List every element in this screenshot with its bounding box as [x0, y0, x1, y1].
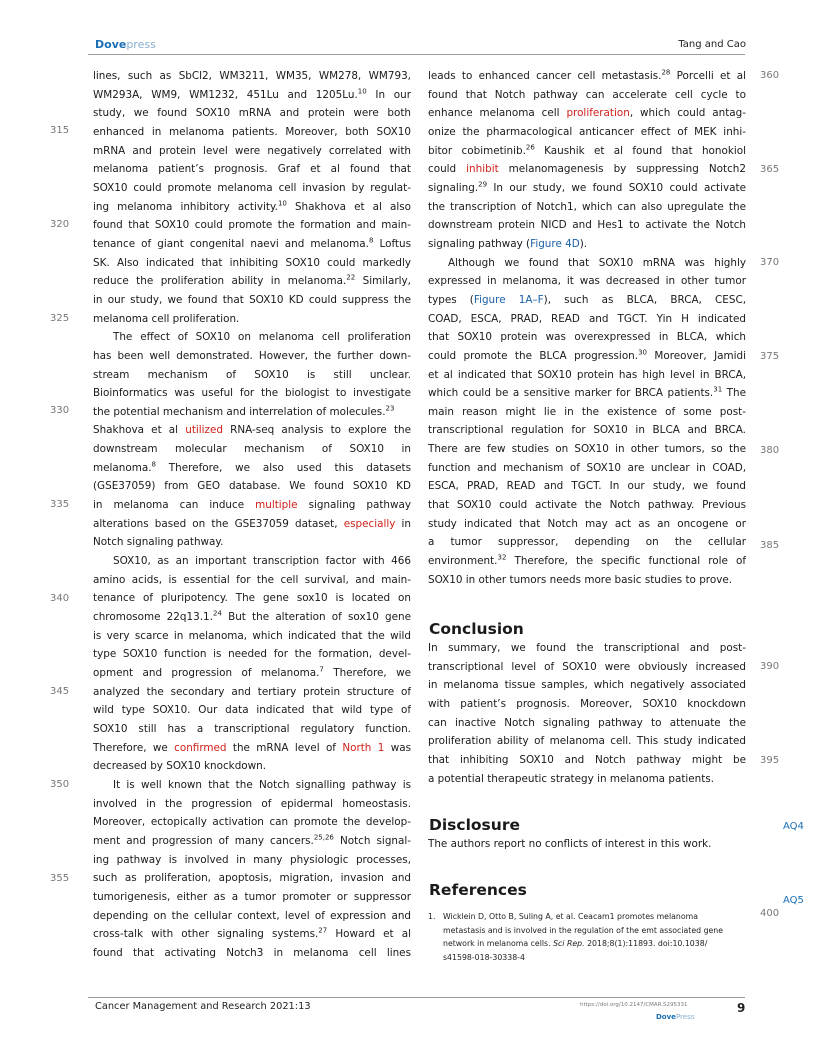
citation-ref[interactable]: 27 [318, 926, 328, 935]
text-line: with patient’s prognosis. Moreover, SOX10 knockdown [428, 697, 746, 710]
text-line: decreased by SOX10 knockdown. [93, 760, 267, 773]
text-line: The authors report no conflicts of interest in this work. [428, 838, 712, 850]
text-line: that SOX10 protein was overexpressed in BLCA, which [428, 331, 746, 344]
text-line: SK. Also indicated that inhibiting SOX10 could markedly [93, 256, 411, 269]
text-line: The effect of SOX10 on melanoma cell proliferation [113, 331, 411, 344]
tracked-change[interactable]: North 1 [342, 741, 385, 754]
text-line: Therefore, we confirmed the mRNA level of North 1 was [93, 741, 411, 754]
reference-line: metastasis and is involved in the regulation of the emt associated gene [443, 925, 724, 935]
citation-ref[interactable]: 8 [368, 236, 374, 245]
text-line: could inhibit melanomagenesis by suppressing Notch2 [428, 163, 746, 176]
citation-ref[interactable]: 23 [385, 404, 395, 413]
text-line: Moreover, ectopically activation can promote the develop- [93, 816, 411, 829]
text-line: transcriptional regulation for SOX10 in BLCA and BRCA. [428, 424, 746, 437]
text-line: reduce the proliferation ability in melanoma.$^{22}$ Similarly, [93, 273, 411, 288]
text-line: has been well demonstrated. However, the further down- [93, 349, 411, 362]
citation-ref[interactable]: 24 [212, 609, 222, 618]
citation-ref[interactable]: 7 [319, 665, 324, 674]
line-number: 355 [50, 873, 70, 884]
conclusion-body [428, 639, 746, 788]
conclusion-heading: Conclusion [429, 620, 524, 638]
text-line: Although we found that SOX10 mRNA was highly [448, 256, 746, 269]
text-line: type SOX10 function is needed for the formation, devel- [93, 648, 411, 661]
tracked-change[interactable]: especially [343, 517, 396, 530]
text-line: main reason might lie in the existence of some post- [428, 405, 746, 418]
disclosure-body [428, 835, 746, 854]
journal-name: Sci Rep. [553, 939, 585, 949]
citation-ref[interactable]: 31 [713, 385, 723, 394]
text-line: found that SOX10 could promote the formation and main- [93, 219, 411, 232]
text-line: wild type SOX10. Our data indicated that wild type of [93, 704, 411, 717]
reference-line: network in melanoma cells. Sci Rep. 2018;8(1):11893. doi:10.1038/ [443, 939, 708, 949]
publisher-logo [95, 39, 156, 51]
citation-ref[interactable]: 10 [277, 199, 287, 208]
text-line: amino acids, is essential for the cell survival, and main- [93, 573, 411, 586]
text-line: a tumor suppressor, depending on the cellular [428, 536, 746, 549]
footer-divider [88, 997, 745, 998]
line-number: 365 [760, 164, 780, 175]
citation-ref[interactable]: 8 [151, 460, 156, 469]
text-line: Notch signaling pathway. [93, 536, 224, 549]
line-number: 340 [50, 593, 70, 604]
line-number: 395 [760, 755, 780, 766]
text-line: study, we found SOX10 mRNA and protein were both [93, 107, 411, 120]
reference-item: 1. Wicklein D, Otto B, Suling A, et al. Ceacam1 promotes melanoma [428, 910, 746, 924]
tracked-change[interactable]: confirmed [174, 741, 227, 754]
publisher-logo-light: press [126, 38, 156, 51]
line-number: 380 [760, 445, 780, 456]
text-line: function and mechanism of SOX10 are unclear in COAD, [428, 461, 746, 474]
tracked-change[interactable]: multiple [255, 499, 298, 512]
line-number: 335 [50, 499, 70, 510]
line-number: 385 [760, 540, 780, 551]
text-line: tumorigenesis, either as a tumor promoter or suppressor [93, 890, 411, 903]
text-line: et al indicated that SOX10 protein has high level in BRCA, [428, 368, 746, 381]
figure-link[interactable]: Figure 4D [530, 237, 580, 250]
citation-ref[interactable]: 22 [346, 273, 356, 282]
text-line: signaling pathway (Figure 4D). [428, 237, 588, 250]
header-divider [88, 54, 745, 55]
text-line: found that Notch pathway can accelerate cell cycle to [428, 88, 746, 101]
text-line: It is well known that the Notch signalling pathway is [113, 778, 411, 791]
text-line: ment and progression of many cancers.$^{25,26}$ Notch signal- [93, 833, 411, 847]
text-line: could promote the BLCA progression.$^{30}$ Moreover, Jamidi [428, 348, 746, 362]
text-line: involved in the progression of epidermal homeostasis. [93, 797, 411, 810]
text-line: SOX10 could promote melanoma cell invasion by regulat- [93, 181, 411, 194]
citation-ref[interactable]: 29 [478, 180, 488, 189]
author-query-marker[interactable]: AQ4 [783, 821, 804, 832]
text-line: tenance of pluripotency. The gene sox10 is located on [93, 592, 411, 605]
publisher-logo-bold: Dove [95, 38, 127, 51]
text-line: the transcription of Notch1, which can also upregulate the [428, 200, 746, 213]
text-line: mRNA and protein level were negatively correlated with [93, 144, 411, 157]
tracked-change[interactable]: proliferation [566, 107, 630, 120]
left-text-column [93, 67, 411, 963]
text-line: ing pathway is involved in many physiologic processes, [93, 853, 411, 866]
text-line: ing melanoma inhibitory activity.$^{10}$ Shakhova et al also [93, 199, 411, 213]
text-line: a potential therapeutic strategy in melanoma patients. [428, 772, 715, 785]
text-line: cross-talk with other signaling systems.$^{27}$ Howard et al [93, 926, 411, 941]
running-head-authors: Tang and Cao [678, 39, 746, 50]
author-query-marker[interactable]: AQ5 [783, 895, 804, 906]
citation-ref[interactable]: 25,26 [313, 833, 334, 842]
text-line: There are few studies on SOX10 in other tumors, so the [428, 443, 746, 456]
line-number: 325 [50, 313, 70, 324]
text-line: Bioinformatics was useful for the biologist to investigate [93, 387, 411, 400]
text-line: in our study, we found that SOX10 KD could suppress the [93, 293, 411, 306]
text-line: types (Figure 1A–F), such as BLCA, BRCA, CESC, [428, 293, 746, 306]
tracked-change[interactable]: inhibit [466, 163, 499, 176]
footer-journal-info: Cancer Management and Research 2021:13 [95, 1001, 311, 1012]
text-line: COAD, ESCA, PRAD, READ and TGCT. Yin H indicated [428, 312, 746, 325]
line-number: 350 [50, 779, 70, 790]
line-number: 400 [760, 908, 780, 919]
line-number: 375 [760, 351, 780, 362]
text-line: SOX10, as an important transcription factor with 466 [113, 555, 411, 568]
line-number: 315 [50, 125, 70, 136]
text-line: onize the pharmacological anticancer effect of MEK inhi- [428, 125, 746, 138]
text-line: the potential mechanism and interrelation of molecules.$^{23}$ [93, 404, 395, 418]
text-line: melanoma patient’s prognosis. Graf et al found that [93, 163, 411, 176]
text-line: leads to enhanced cancer cell metastasis.$^{28}$ Porcelli et al [428, 68, 746, 82]
citation-ref[interactable]: 28 [661, 68, 671, 77]
citation-ref[interactable]: 30 [638, 348, 647, 357]
line-number: 370 [760, 257, 780, 268]
right-text-column [428, 67, 746, 589]
citation-ref[interactable]: 10 [357, 87, 367, 96]
text-line: SOX10 in other tumors needs more basic studies to prove. [428, 573, 733, 586]
footer-publisher-logo: DovePress [656, 1013, 695, 1021]
line-number: 330 [50, 405, 70, 416]
text-line: Shakhova et al utilized RNA-seq analysis to explore the [93, 424, 411, 437]
tracked-change[interactable]: utilized [185, 424, 223, 437]
text-line: transcriptional level of SOX10 were obviously increased [428, 660, 746, 673]
text-line: chromosome 22q13.1.24 But the alteration of sox10 gene [93, 609, 411, 624]
text-line: environment.$^{32}$ Therefore, the specific functional role of [428, 553, 746, 568]
text-line: melanoma cell proliferation. [93, 312, 240, 325]
text-line: which could be a sensitive marker for BRCA patients.$^{31}$ The [428, 385, 746, 400]
reference-doi[interactable]: s41598-018-30338-4 [443, 953, 525, 963]
text-line: can inactive Notch signaling pathway to attenuate the [428, 716, 746, 729]
text-line: is very scarce in melanoma, which indicated that the wild [93, 629, 411, 642]
citation-ref[interactable]: 32 [497, 553, 507, 562]
citation-ref[interactable]: 26 [525, 143, 535, 152]
text-line: In summary, we found the transcriptional and post- [428, 642, 746, 654]
text-line: that SOX10 could activate the Notch pathway. Previous [428, 499, 746, 512]
text-line: found that activating Notch3 in melanoma cell lines [93, 946, 411, 959]
text-line: WM293A, WM9, WM1232, 451Lu and 1205Lu.$^{10}$ In our [93, 87, 411, 101]
line-number: 320 [50, 219, 70, 230]
text-line: SOX10 still has a transcriptional regulatory function. [93, 722, 411, 735]
text-line: downstream protein NICD and Hes1 to activate the Notch [428, 219, 746, 232]
text-line: ESCA, PRAD, READ and TGCT. In our study, we found [428, 480, 746, 493]
text-line: expressed in melanoma, it was decreased in other tumor [428, 275, 746, 288]
text-line: proliferation ability of melanoma cell. This study indicated [428, 735, 746, 748]
references-heading: References [429, 881, 527, 899]
text-line: downstream molecular mechanism of SOX10 in [93, 443, 411, 456]
disclosure-heading: Disclosure [429, 816, 520, 834]
text-line: depending on the cellular context, level of expression and [93, 909, 411, 922]
text-line: enhanced in melanoma patients. Moreover, both SOX10 [93, 125, 411, 138]
text-line: study indicated that Notch may act as an oncogene or [428, 517, 746, 530]
text-line: lines, such as SbCl2, WM3211, WM35, WM278, WM793, [93, 70, 411, 82]
text-line: (GSE37059) from GEO database. We found SOX10 KD [93, 480, 411, 493]
text-line: signaling.$^{29}$ In our study, we found SOX10 could activate [428, 180, 746, 194]
reference-list [428, 910, 746, 965]
text-line: analyzed the secondary and tertiary protein structure of [93, 685, 411, 698]
line-number: 390 [760, 661, 780, 672]
text-line: such as proliferation, apoptosis, migration, invasion and [93, 872, 411, 885]
text-line: in melanoma tissue samples, which negatively associated [428, 679, 746, 692]
text-line: melanoma.$^8$ Therefore, we also used this datasets [93, 460, 411, 474]
figure-link[interactable]: Figure 1A–F [473, 293, 544, 306]
text-line: that inhibiting SOX10 and Notch pathway might be [428, 753, 746, 766]
text-line: in melanoma can induce multiple signaling pathway [93, 499, 411, 512]
text-line: stream mechanism of SOX10 is still unclear. [93, 368, 411, 381]
reference-number: 1. [428, 912, 436, 921]
text-line: tenance of giant congenital naevi and melanoma.$^8$ Loftus [93, 236, 411, 250]
text-line: bitor cobimetinib.$^{26}$ Kaushik et al found that honokiol [428, 143, 746, 157]
footer-doi-link[interactable]: https://doi.org/10.2147/CMAR.S295331 [580, 1002, 688, 1008]
text-line: alterations based on the GSE37059 dataset, especially in [93, 517, 411, 530]
text-line: enhance melanoma cell proliferation, which could antag- [428, 107, 746, 120]
line-number: 345 [50, 686, 70, 697]
text-line: opment and progression of melanoma.$^7$ Therefore, we [93, 665, 411, 679]
line-number: 360 [760, 70, 780, 81]
page-number: 9 [737, 1001, 746, 1015]
